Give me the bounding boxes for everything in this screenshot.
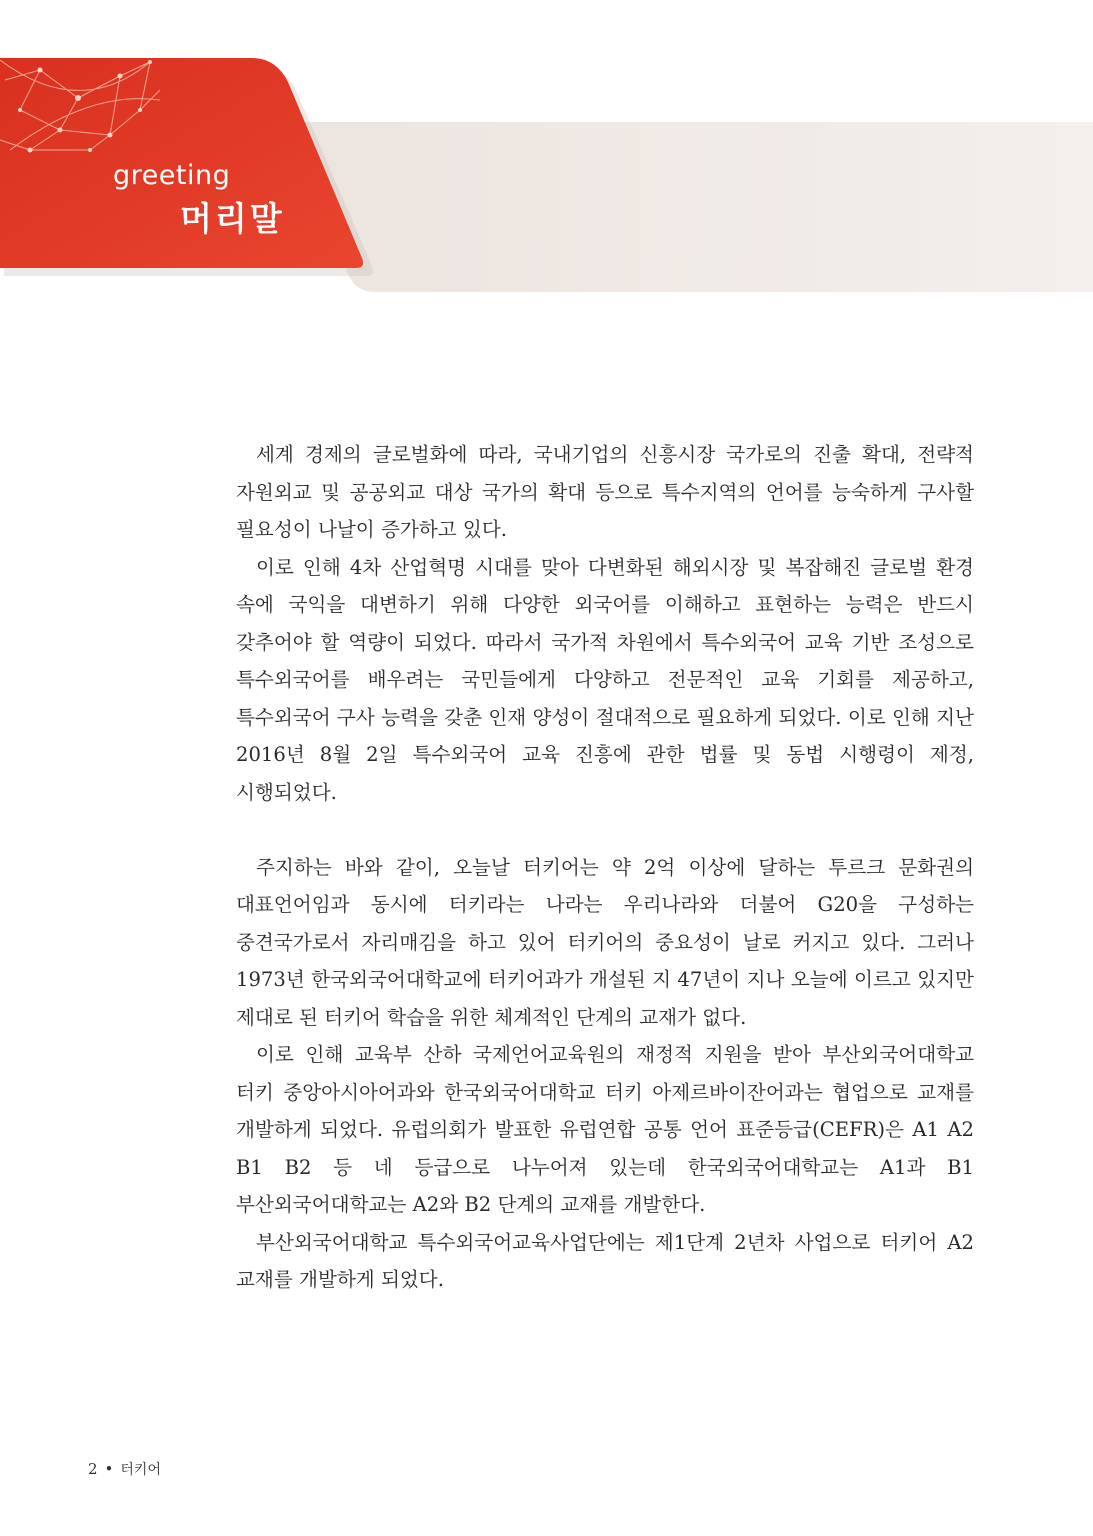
body-text [236, 436, 974, 1299]
page-number: 2 [88, 1460, 98, 1478]
page-header [0, 0, 1093, 300]
footer-separator: • [104, 1460, 114, 1478]
paragraph-5: 부산외국어대학교 특수외국어교육사업단에는 제1단계 2년차 사업으로 터키어 A2 교재를 개발하게 되었다. [236, 1230, 974, 1291]
page-footer [88, 1459, 161, 1479]
header-band [300, 122, 1093, 292]
paragraph-1: 세계 경제의 글로벌화에 따라, 국내기업의 신흥시장 국가로의 진출 확대, 전략적 자원외교 및 공공외교 대상 국가의 확대 등으로 특수지역의 언어를 능숙하게 구사할 필요성이 나날이 증가하고 있다. [236, 443, 974, 541]
paragraph-2: 이로 인해 4차 산업혁명 시대를 맞아 다변화된 해외시장 및 복잡해진 글로벌 환경 속에 국익을 대변하기 위해 다양한 외국어를 이해하고 표현하는 능력은 반드시 갖추어야 할 역량이 되었다. 따라서 국가적 차원에서 특수외국어 교육 기반 조성으로 특수외국어를 배우려는 국민들에게 다양하고 전문적인 교육 기회를 제공하고, 특수외국어 구사 능력을 갖춘 인재 양성이 절대적으로 필요하게 되었다. 이로 인해 지난 2016년 8월 2일 특수외국어 교육 진흥에 관한 법률 및 동법 시행령이 제정, 시행되었다. [236, 555, 974, 804]
header-graphic [0, 0, 1093, 300]
paragraph-3: 주지하는 바와 같이, 오늘날 터키어는 약 2억 이상에 달하는 투르크 문화권의 대표언어임과 동시에 터키라는 나라는 우리나라와 더불어 G20을 구성하는 중견국가로서 자리매김을 하고 있어 터키어의 중요성이 날로 커지고 있다. 그러나 1973년 한국외국어대학교에 터키어과가 개설된 지 47년이 지나 오늘에 이르고 있지만 제대로 된 터키어 학습을 위한 체계적인 단계의 교재가 없다. [236, 855, 974, 1029]
header-english-title: greeting [113, 160, 231, 191]
header-korean-title: 머리말 [180, 199, 285, 238]
footer-book-title: 터키어 [120, 1462, 161, 1478]
paragraph-4: 이로 인해 교육부 산하 국제언어교육원의 재정적 지원을 받아 부산외국어대학교 터키 중앙아시아어과와 한국외국어대학교 터키 아제르바이잔어과는 협업으로 교재를 개발하게 되었다. 유럽의회가 발표한 유럽연합 공통 언어 표준등급(CEFR)은 A1 A2 B1 B2 등 네 등급으로 나누어져 있는데 한국외국어대학교는 A1과 B1 부산외국어대학교는 A2와 B2 단계의 교재를 개발한다. [236, 1043, 974, 1216]
paragraph-gap [236, 811, 974, 849]
